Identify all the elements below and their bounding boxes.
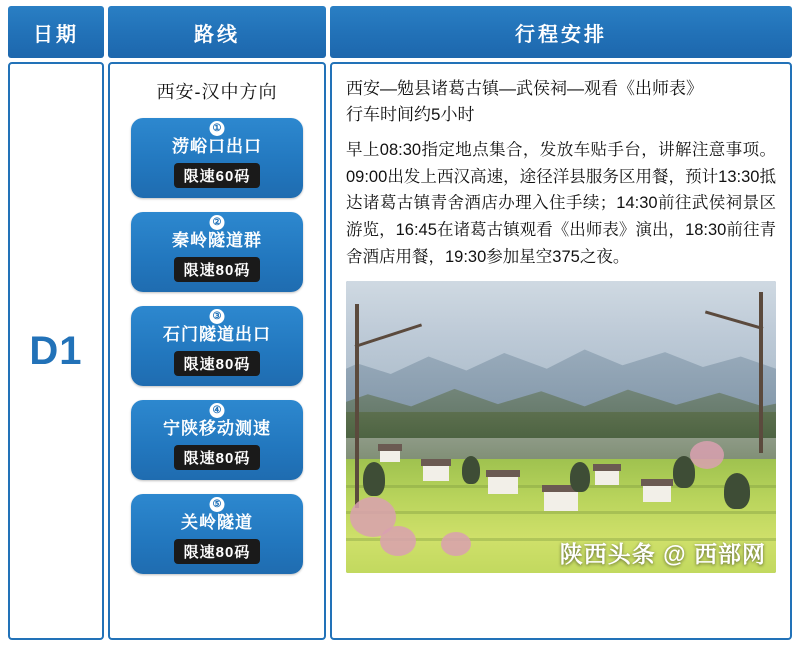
route-title: 西安-汉中方向 [156,82,278,102]
photo-blossom [441,532,471,556]
plan-drive-time: 行车时间约5小时 [346,104,475,124]
photo-house [423,465,449,481]
speed-limit-badge: 限速80码 [174,539,261,564]
speed-limit-badge: 限速80码 [174,445,261,470]
stop-number-badge: ⑤ [210,497,225,512]
cell-plan [330,62,792,640]
photo-tree [570,462,590,492]
speed-limit-badge: 限速60码 [174,163,261,188]
stop-number-badge: ④ [210,403,225,418]
speed-limit-badge: 限速80码 [174,351,261,376]
stop-number-badge: ③ [210,309,225,324]
photo-tree [363,462,385,496]
day-label: D1 [29,328,83,373]
photo-house [488,476,518,494]
table-header-row [8,6,792,58]
stop-name: 石门隧道出口 [163,325,271,344]
stop-name: 宁陕移动测速 [163,419,271,438]
photo-tree [462,456,480,484]
stop-name: 秦岭隧道群 [172,231,262,250]
cell-route [108,62,326,640]
photo-house [595,470,619,485]
stop-name: 关岭隧道 [181,513,253,532]
route-stop [131,400,303,480]
photo-blossom [380,526,416,556]
photo-branch [355,304,359,508]
photo-field-stripe [346,511,776,514]
speed-limit-badge: 限速80码 [174,257,261,282]
scenery-photo [346,281,776,573]
stop-number-badge: ② [210,215,225,230]
stop-name: 涝峪口出口 [172,137,262,156]
route-stop [131,118,303,198]
route-stop [131,212,303,292]
route-stop [131,306,303,386]
header-cell-plan: 行程安排 [330,6,792,58]
plan-detail: 早上08:30指定地点集合，发放车贴手台，讲解注意事项。09:00出发上西汉高速，途径洋县服务区用餐，预计13:30抵达诸葛古镇青舍酒店办理入住手续；14:30前往武侯祠景区游览，16:45在诸葛古镇观看《出师表》演出，18:30前往青舍酒店用餐，19:30参加星空375之夜。 [346,141,776,266]
stop-number-badge: ① [210,121,225,136]
route-stop [131,494,303,574]
photo-watermark: 陕西头条 @ 西部网 [559,540,766,567]
cell-date [8,62,104,640]
photo-branch [759,292,763,453]
plan-headline [346,76,776,127]
photo-house [380,450,400,462]
photo-house [643,485,671,502]
table-row [8,62,792,640]
header-cell-route: 路线 [108,6,326,58]
photo-house [544,491,578,511]
photo-tree [724,473,750,509]
header-cell-date: 日期 [8,6,104,58]
plan-headline-route: 西安—勉县诸葛古镇—武侯祠—观看《出师表》 [346,79,703,98]
